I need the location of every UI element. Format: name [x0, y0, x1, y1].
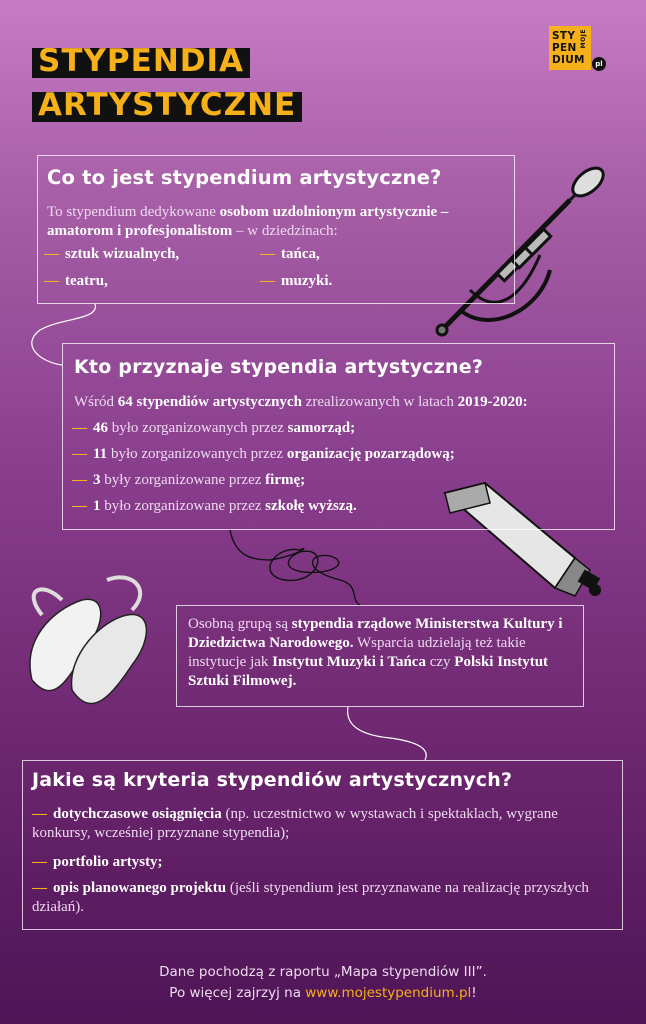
section-who-grants	[62, 343, 615, 530]
list-item: — 11 było zorganizowanych przez organizację pozarządową;	[72, 446, 455, 462]
logo[interactable]	[549, 26, 591, 70]
logo-text-3: DIUM	[552, 54, 585, 66]
criteria-item: — opis planowanego projektu (jeśli stypendium jest przyznawane na realizację przyszłych działań).	[32, 880, 589, 915]
section2-heading: Kto przyznaje stypendia artystyczne?	[74, 356, 484, 378]
title-line-1: STYPENDIA	[32, 48, 250, 78]
field-item: — tańca,	[260, 246, 320, 262]
logo-text-1: STY	[552, 30, 576, 42]
section3-text: Osobną grupą są stypendia rządowe Ministerstwa Kultury i Dziedzictwa Narodowego. Wsparcia udzielają też takie instytucje jak Instytut Muzyki i Tańca czy Polski Instytut Sztuki Filmowej.	[188, 616, 563, 689]
criteria-item: — dotychczasowe osiągnięcia (np. uczestnictwo w wystawach i spektaklach, wygrane konkursy, wcześniej przyznane stypendia);	[32, 806, 558, 841]
list-item: — 3 były zorganizowane przez firmę;	[72, 472, 306, 488]
ballet-shoes-icon	[12, 570, 172, 720]
field-item: — muzyki.	[260, 273, 333, 289]
website-link[interactable]: www.mojestypendium.pl	[305, 985, 472, 1001]
field-item: — teatru,	[44, 273, 108, 289]
section1-lead: To stypendium dedykowane osobom uzdolnionym artystycznie – amatorom i profesjonalistom – w dziedzinach:	[47, 204, 449, 239]
field-item: — sztuk wizualnych,	[44, 246, 180, 262]
criteria-item: — portfolio artysty;	[32, 854, 163, 870]
section1-heading: Co to jest stypendium artystyczne?	[47, 166, 442, 189]
footer-more: Po więcej zajrzyj na www.mojestypendium.pl!	[169, 985, 477, 1001]
list-item: — 1 było zorganizowane przez szkołę wyższą.	[72, 498, 357, 514]
logo-pl-badge: pl	[592, 57, 606, 71]
section-criteria	[22, 760, 623, 930]
section2-lead: Wśród 64 stypendiów artystycznych zrealizowanych w latach 2019-2020:	[74, 394, 528, 410]
logo-moje: MOJE	[580, 29, 587, 49]
section-government	[176, 605, 584, 707]
section4-heading: Jakie są kryteria stypendiów artystycznych?	[32, 769, 513, 791]
footer-source: Dane pochodzą z raportu „Mapa stypendiów III”.	[159, 964, 487, 980]
logo-text-2: PEN	[552, 42, 577, 54]
title-line-2: ARTYSTYCZNE	[32, 92, 302, 122]
list-item: — 46 było zorganizowanych przez samorząd;	[72, 420, 356, 436]
